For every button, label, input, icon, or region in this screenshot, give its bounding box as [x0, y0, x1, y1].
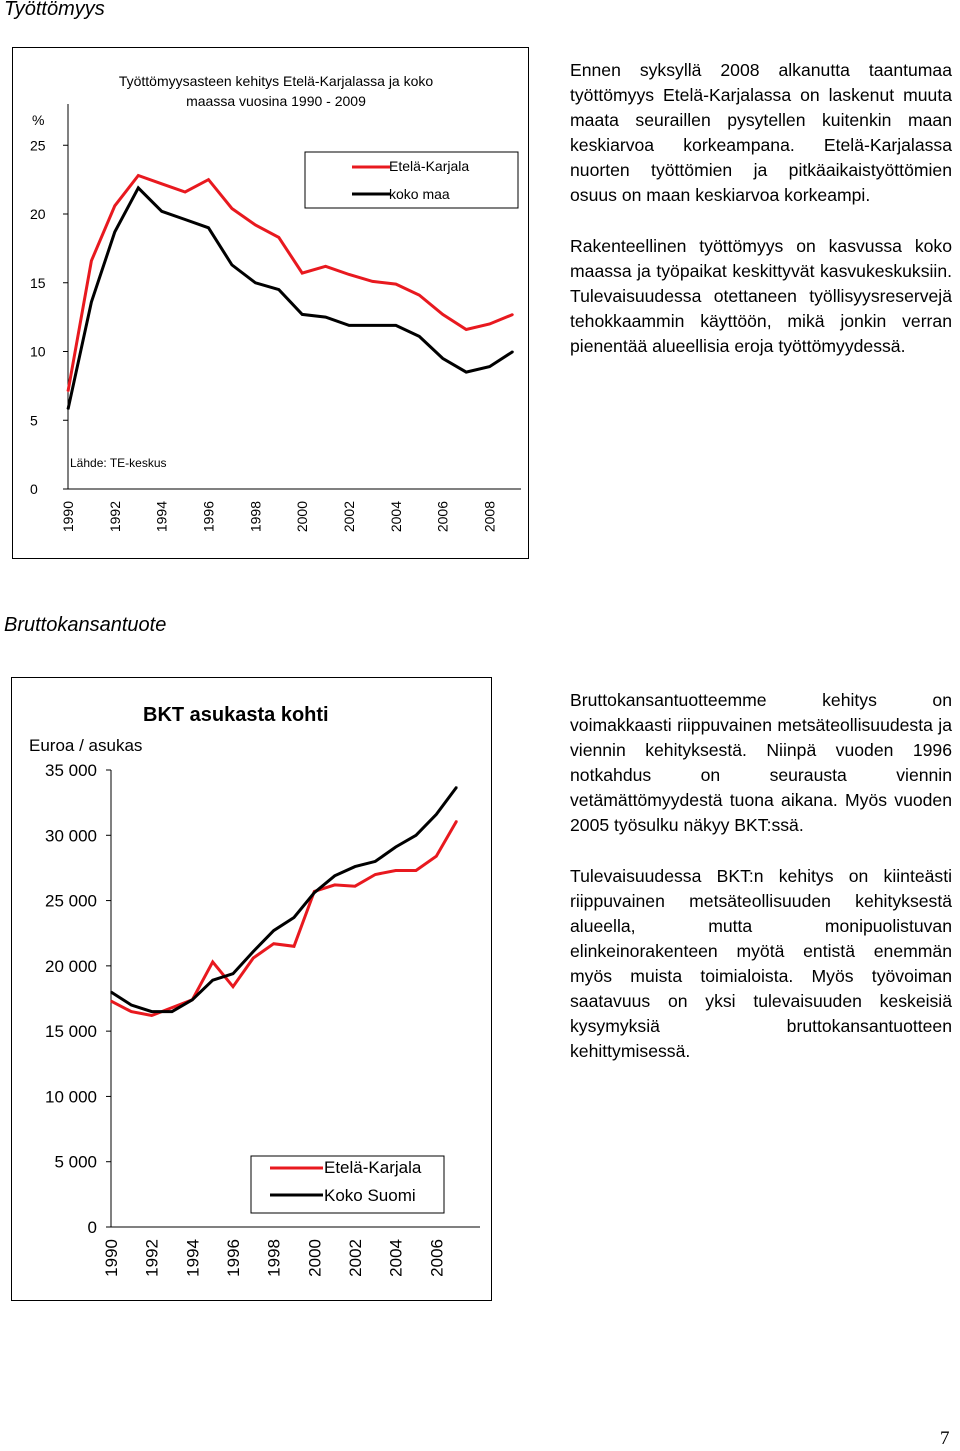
gdp-x-tick-label: 1998: [264, 1239, 284, 1277]
unemployment-series-0-point: [442, 314, 444, 316]
unemployment-series-0-point: [512, 314, 514, 316]
gdp-x-tick-label: 1990: [102, 1239, 121, 1277]
gdp-series-1-point: [334, 875, 336, 877]
unemployment-x-tick-label: 1992: [106, 501, 123, 533]
gdp-series-0-point: [436, 855, 438, 857]
gdp-series-1-point: [131, 1004, 133, 1006]
gdp-series-0-point: [131, 1011, 133, 1013]
gdp-y-tick-label: 5 000: [54, 1152, 97, 1172]
gdp-chart-title: BKT asukasta kohti: [143, 704, 329, 726]
unemployment-series-0-point: [395, 283, 397, 285]
unemployment-y-tick-label: 0: [30, 481, 38, 497]
unemployment-y-tick-label: 10: [30, 343, 46, 360]
unemployment-series-1-point: [301, 314, 303, 316]
gdp-series-1-point: [415, 835, 417, 837]
unemployment-series-1-point: [348, 325, 350, 327]
unemployment-chart-svg: [13, 48, 530, 560]
unemployment-y-tick-label: 5: [30, 412, 38, 429]
unemployment-x-tick-label: 2002: [341, 501, 358, 533]
gdp-series-0-point: [232, 986, 234, 988]
unemployment-x-tick-label: 1998: [247, 501, 264, 533]
legend-label-gdp-koko-suomi: Koko Suomi: [324, 1186, 416, 1205]
gdp-paragraph-1: Bruttokansantuotteemme kehitys on voimakkaasti riippuvainen metsäteollisuudesta ja viennin kehityksestä. Niinpä vuoden 1996 notkahdus on seurausta viennin vetämättömyydestä tuona aikana. Myös vuoden 2005 työsulku näkyy BKT:ssä.: [570, 690, 952, 836]
unemployment-series-0-point: [325, 266, 327, 268]
unemployment-series-0-point: [348, 274, 350, 276]
gdp-x-tick-label: 1992: [142, 1239, 162, 1277]
unemployment-series-1-point: [67, 409, 69, 411]
gdp-x-tick-label: 2004: [386, 1239, 406, 1277]
legend-label-gdp-etela-karjala: Etelä-Karjala: [324, 1158, 422, 1177]
unemployment-series-0-point: [67, 391, 69, 393]
unemployment-paragraph-1: Ennen syksyllä 2008 alkanutta taantumaa työttömyys Etelä-Karjalassa on laskenut muuta maata seuraillen pysytellen kuitenkin maan keskiarvoa korkeampana. Etelä-Karjalassa nuorten työttömien ja pitkäaikaistyöttömien osuus on maan keskiarvoa korkeampi.: [570, 60, 952, 206]
gdp-series-1-point: [232, 973, 234, 975]
unemployment-paragraph-2: Rakenteellinen työttömyys on kasvussa koko maassa ja työpaikat keskittyvät kasvukeskuksiin. Tulevaisuudessa otettaneen työllisyysreservejä tehokkaammin käyttöön, mikä jonkin verran pienentää alueellisia eroja työttömyydessä.: [570, 235, 952, 356]
unemployment-series-1-point: [465, 371, 467, 373]
page-number: 7: [940, 1428, 950, 1449]
unemployment-series-1-point: [138, 187, 140, 189]
gdp-series-1-point: [151, 1011, 153, 1013]
gdp-y-tick-label: 30 000: [45, 826, 97, 846]
gdp-series-1-point: [253, 951, 255, 953]
gdp-series-1-point: [395, 846, 397, 848]
gdp-series-0-point: [110, 1000, 112, 1002]
gdp-y-axis-label: Euroa / asukas: [29, 736, 143, 755]
unemployment-chart: [12, 47, 529, 559]
gdp-x-tick-label: 2006: [427, 1239, 447, 1277]
gdp-series-0-point: [273, 943, 275, 945]
gdp-series-0-point: [395, 870, 397, 872]
gdp-series-0-point: [375, 874, 377, 876]
unemployment-x-tick-label: 2004: [387, 501, 404, 533]
gdp-series-0-point: [151, 1015, 153, 1017]
gdp-series-1-point: [375, 861, 377, 863]
unemployment-series-1-point: [489, 366, 491, 368]
unemployment-x-tick-label: 2000: [294, 501, 311, 533]
gdp-series-1-point: [192, 999, 194, 1001]
legend-label-etela-karjala: Etelä-Karjala: [389, 158, 470, 174]
unemployment-x-tick-label: 1994: [153, 501, 170, 533]
unemployment-series-0-point: [489, 323, 491, 325]
unemployment-series-1-point: [512, 351, 514, 353]
unemployment-series-0-point: [465, 329, 467, 331]
unemployment-y-tick-label: 20: [30, 206, 46, 222]
legend-label-koko-maa: koko maa: [389, 186, 450, 202]
unemployment-series-1-point: [372, 325, 374, 327]
gdp-series-koko-line: [111, 787, 457, 1012]
unemployment-series-0-point: [184, 191, 186, 193]
gdp-series-1-point: [354, 866, 356, 868]
gdp-y-tick-label: 35 000: [45, 761, 97, 780]
gdp-series-1-point: [436, 814, 438, 816]
gdp-series-1-point: [273, 930, 275, 932]
gdp-series-1-point: [212, 979, 214, 981]
gdp-y-tick-label: 10 000: [45, 1087, 97, 1107]
unemployment-series-1-point: [442, 358, 444, 360]
unemployment-series-1-point: [278, 289, 280, 291]
gdp-y-tick-label: 15 000: [45, 1022, 97, 1042]
unemployment-series-koko-line: [68, 188, 513, 409]
unemployment-series-1-point: [325, 316, 327, 318]
gdp-x-tick-label: 2000: [305, 1239, 325, 1277]
gdp-series-etela-karjala-line: [111, 821, 457, 1016]
gdp-series-0-point: [415, 870, 417, 872]
gdp-chart: [11, 677, 492, 1301]
unemployment-series-0-point: [301, 272, 303, 274]
unemployment-series-0-point: [114, 205, 116, 207]
gdp-text: [570, 688, 952, 1064]
unemployment-y-tick-label: 25: [30, 137, 46, 154]
unemployment-series-1-point: [395, 325, 397, 327]
gdp-y-tick-label: 20 000: [45, 956, 97, 976]
unemployment-series-1-point: [184, 219, 186, 221]
unemployment-chart-title-line2: maassa vuosina 1990 - 2009: [186, 93, 366, 109]
unemployment-series-1-point: [208, 227, 210, 229]
unemployment-series-0-point: [138, 175, 140, 177]
gdp-series-1-point: [171, 1011, 173, 1013]
unemployment-x-tick-label: 2008: [481, 501, 498, 533]
gdp-x-tick-label: 2002: [346, 1239, 365, 1277]
unemployment-series-1-point: [114, 231, 116, 233]
gdp-chart-svg: [12, 678, 493, 1302]
unemployment-series-1-point: [231, 264, 233, 266]
gdp-paragraph-2: Tulevaisuudessa BKT:n kehitys on kiinteästi riippuvainen metsäteollisuuden kehityksestä alueella, mutta monipuolistuvan elinkeinorakenteen myötä entistä enemmän myös muista toimialoista. Myös työvoiman saatavuus on yksi tulevaisuuden keskeisiä kysymyksiä bruttokansantuotteen kehittymisessä.: [570, 865, 952, 1062]
unemployment-y-axis-label: %: [32, 112, 45, 128]
gdp-series-0-point: [253, 957, 255, 959]
unemployment-chart-title-line1: Työttömyysasteen kehitys Etelä-Karjalassa ja koko: [118, 73, 434, 89]
gdp-x-tick-label: 1994: [183, 1239, 203, 1277]
gdp-series-0-point: [334, 884, 336, 886]
unemployment-y-tick-label: 15: [30, 274, 46, 291]
unemployment-source-note: Lähde: TE-keskus: [70, 456, 167, 470]
unemployment-series-0-point: [208, 179, 210, 181]
unemployment-series-0-point: [278, 237, 280, 239]
unemployment-series-0-point: [91, 260, 93, 262]
section-heading-gdp: Bruttokansantuote: [4, 614, 167, 636]
unemployment-series-0-point: [419, 294, 421, 296]
unemployment-x-tick-label: 1990: [60, 501, 76, 533]
gdp-series-1-point: [456, 786, 458, 788]
gdp-series-0-point: [456, 820, 458, 822]
unemployment-series-0-point: [372, 281, 374, 283]
unemployment-series-1-point: [419, 336, 421, 338]
unemployment-series-1-point: [161, 211, 163, 213]
unemployment-series-1-point: [91, 301, 93, 303]
gdp-y-tick-label: 0: [87, 1218, 97, 1237]
unemployment-series-0-point: [161, 183, 163, 185]
section-heading-unemployment: Työttömyys: [4, 0, 105, 20]
unemployment-x-tick-label: 2006: [434, 501, 451, 533]
gdp-series-1-point: [110, 991, 112, 993]
gdp-x-tick-label: 1996: [224, 1239, 243, 1277]
gdp-series-1-point: [314, 892, 316, 894]
gdp-series-0-point: [212, 961, 214, 963]
unemployment-text: [570, 58, 952, 359]
unemployment-series-0-point: [255, 224, 257, 226]
gdp-series-0-point: [354, 885, 356, 887]
unemployment-series-0-point: [231, 208, 233, 210]
gdp-series-0-point: [293, 946, 295, 948]
unemployment-x-tick-label: 1996: [200, 501, 217, 533]
gdp-series-0-point: [171, 1007, 173, 1009]
gdp-y-tick-label: 25 000: [45, 891, 97, 911]
gdp-series-1-point: [293, 917, 295, 919]
unemployment-series-1-point: [255, 282, 257, 284]
